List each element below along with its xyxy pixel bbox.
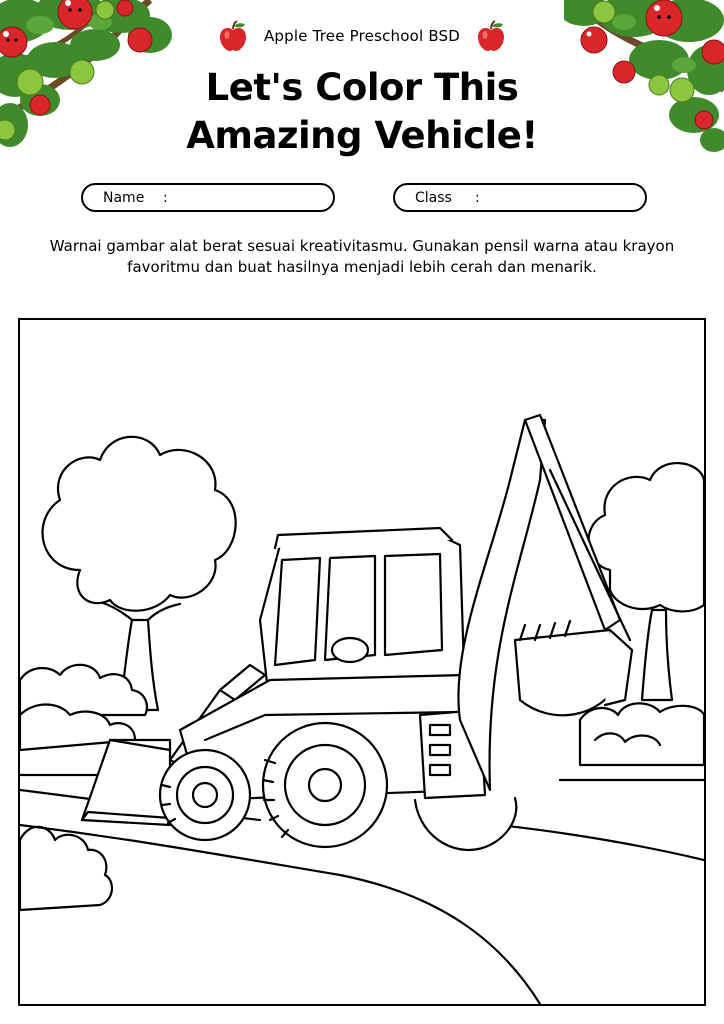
name-label: Name	[103, 189, 145, 206]
name-separator: :	[163, 189, 168, 206]
title-line-1: Let's Color This	[205, 66, 519, 109]
instructions-text: Warnai gambar alat berat sesuai kreativitasmu. Gunakan pensil warna atau krayon favoritmu dan buat hasilnya menjadi lebih cerah dan menarik.	[49, 237, 675, 276]
class-label: Class	[415, 189, 452, 206]
apple-icon	[476, 20, 506, 52]
title-line-2: Amazing Vehicle!	[186, 114, 538, 157]
apple-icon	[218, 20, 248, 52]
class-separator: :	[475, 189, 480, 206]
backhoe-loader-icon	[20, 320, 704, 1004]
page-title	[0, 64, 724, 160]
name-field[interactable]	[81, 183, 335, 212]
school-name: Apple Tree Preschool BSD	[263, 27, 461, 45]
class-field[interactable]	[393, 183, 647, 212]
coloring-frame	[18, 318, 706, 1006]
school-header	[0, 20, 724, 52]
